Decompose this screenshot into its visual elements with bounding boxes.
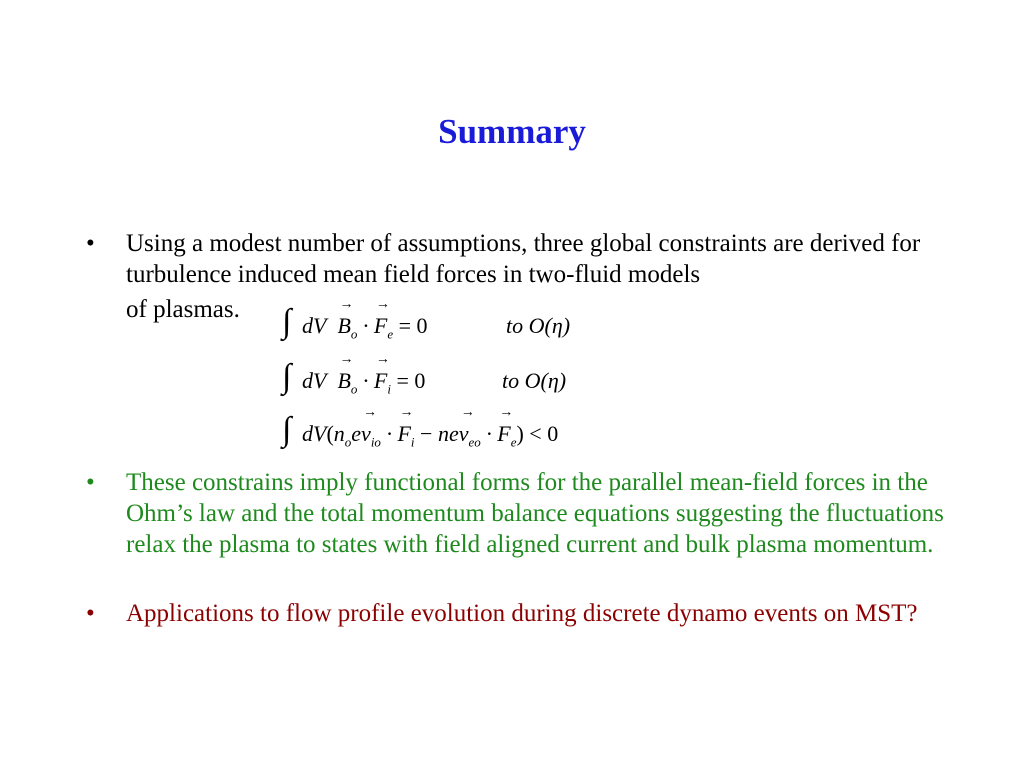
- slide-title: Summary: [438, 112, 586, 151]
- bullet-marker: •: [86, 600, 95, 627]
- bullet-marker: •: [86, 469, 95, 496]
- bullet-text: Applications to flow profile evolution during discrete dynamo events on MST?: [126, 600, 918, 627]
- bullet-text-tail: of plasmas.: [126, 296, 240, 323]
- equation-order-label: to O(η): [502, 368, 567, 393]
- bullet-text: These constrains imply functional forms for the parallel mean-field forces in the Ohm’s law and the total momentum balance equations suggesting the fluctuations relax the plasma to states with field aligned current and bulk plasma momentum.: [126, 469, 944, 558]
- bullet-text: Using a modest number of assumptions, three global constraints are derived for turbulence induced mean field forces in two-fluid models of plasmas.: [126, 228, 931, 290]
- bullet-marker: •: [86, 230, 95, 257]
- integral-sign: ∫: [282, 358, 292, 395]
- integral-sign: ∫: [282, 303, 292, 340]
- equation-order-label: to O(η): [506, 313, 571, 338]
- integral-sign: ∫: [282, 411, 292, 448]
